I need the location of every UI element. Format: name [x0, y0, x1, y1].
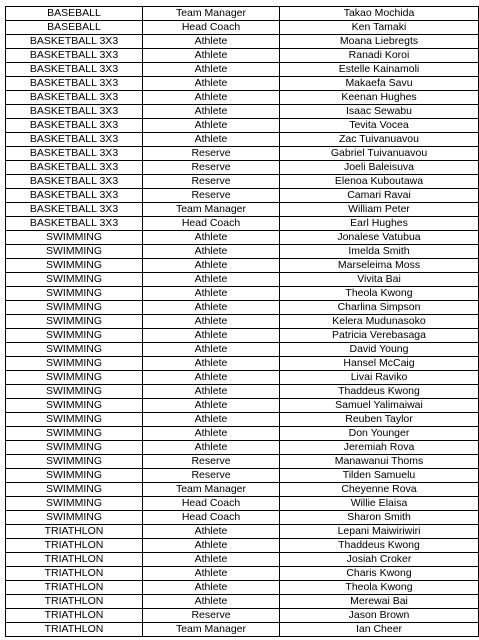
name-cell: David Young	[280, 343, 479, 357]
sport-cell: TRIATHLON	[6, 581, 143, 595]
sport-cell: SWIMMING	[6, 315, 143, 329]
sport-cell: SWIMMING	[6, 371, 143, 385]
sport-cell: SWIMMING	[6, 469, 143, 483]
name-cell: Livai Raviko	[280, 371, 479, 385]
table-row	[6, 119, 479, 133]
name-cell: Moana Liebregts	[280, 35, 479, 49]
name-cell: Theola Kwong	[280, 581, 479, 595]
role-cell: Head Coach	[143, 217, 280, 231]
sport-cell: BASKETBALL 3X3	[6, 161, 143, 175]
name-cell: Reuben Taylor	[280, 413, 479, 427]
table-row	[6, 595, 479, 609]
sport-cell: TRIATHLON	[6, 567, 143, 581]
sport-cell: BASKETBALL 3X3	[6, 91, 143, 105]
table-row	[6, 371, 479, 385]
sport-cell: SWIMMING	[6, 511, 143, 525]
role-cell: Athlete	[143, 301, 280, 315]
name-cell: Sharon Smith	[280, 511, 479, 525]
role-cell: Athlete	[143, 231, 280, 245]
table-row	[6, 287, 479, 301]
name-cell: Marseleima Moss	[280, 259, 479, 273]
table-row	[6, 525, 479, 539]
name-cell: Jonalese Vatubua	[280, 231, 479, 245]
role-cell: Athlete	[143, 581, 280, 595]
table-row	[6, 469, 479, 483]
table-row	[6, 35, 479, 49]
table-row	[6, 21, 479, 35]
name-cell: Jason Brown	[280, 609, 479, 623]
table-row	[6, 553, 479, 567]
name-cell: Ken Tamaki	[280, 21, 479, 35]
role-cell: Athlete	[143, 399, 280, 413]
role-cell: Athlete	[143, 315, 280, 329]
table-row	[6, 357, 479, 371]
role-cell: Athlete	[143, 119, 280, 133]
name-cell: Jeremiah Rova	[280, 441, 479, 455]
role-cell: Reserve	[143, 189, 280, 203]
name-cell: Earl Hughes	[280, 217, 479, 231]
name-cell: Zac Tuivanuavou	[280, 133, 479, 147]
role-cell: Athlete	[143, 259, 280, 273]
sport-cell: SWIMMING	[6, 413, 143, 427]
role-cell: Head Coach	[143, 497, 280, 511]
sport-cell: BASEBALL	[6, 21, 143, 35]
roster-table	[5, 6, 479, 637]
sport-cell: SWIMMING	[6, 273, 143, 287]
sport-cell: BASKETBALL 3X3	[6, 147, 143, 161]
table-row	[6, 273, 479, 287]
table-row	[6, 343, 479, 357]
sport-cell: SWIMMING	[6, 427, 143, 441]
sport-cell: BASKETBALL 3X3	[6, 133, 143, 147]
sport-cell: SWIMMING	[6, 399, 143, 413]
role-cell: Athlete	[143, 357, 280, 371]
sport-cell: SWIMMING	[6, 231, 143, 245]
name-cell: Merewai Bai	[280, 595, 479, 609]
sport-cell: SWIMMING	[6, 497, 143, 511]
role-cell: Athlete	[143, 539, 280, 553]
table-row	[6, 49, 479, 63]
name-cell: Imelda Smith	[280, 245, 479, 259]
table-row	[6, 581, 479, 595]
sport-cell: BASEBALL	[6, 7, 143, 21]
role-cell: Athlete	[143, 553, 280, 567]
role-cell: Athlete	[143, 49, 280, 63]
sport-cell: TRIATHLON	[6, 595, 143, 609]
table-row	[6, 231, 479, 245]
role-cell: Reserve	[143, 455, 280, 469]
name-cell: Isaac Sewabu	[280, 105, 479, 119]
sport-cell: SWIMMING	[6, 287, 143, 301]
role-cell: Athlete	[143, 133, 280, 147]
role-cell: Reserve	[143, 469, 280, 483]
table-row	[6, 511, 479, 525]
role-cell: Athlete	[143, 273, 280, 287]
table-row	[6, 161, 479, 175]
name-cell: Takao Mochida	[280, 7, 479, 21]
table-row	[6, 455, 479, 469]
sport-cell: TRIATHLON	[6, 609, 143, 623]
sport-cell: BASKETBALL 3X3	[6, 217, 143, 231]
sport-cell: BASKETBALL 3X3	[6, 49, 143, 63]
name-cell: Makaefa Savu	[280, 77, 479, 91]
name-cell: Kelera Mudunasoko	[280, 315, 479, 329]
name-cell: Lepani Maiwiriwiri	[280, 525, 479, 539]
name-cell: Ian Cheer	[280, 623, 479, 637]
sport-cell: SWIMMING	[6, 483, 143, 497]
name-cell: William Peter	[280, 203, 479, 217]
table-row	[6, 77, 479, 91]
table-row	[6, 623, 479, 637]
sport-cell: BASKETBALL 3X3	[6, 63, 143, 77]
name-cell: Thaddeus Kwong	[280, 539, 479, 553]
table-row	[6, 259, 479, 273]
sport-cell: SWIMMING	[6, 343, 143, 357]
sport-cell: BASKETBALL 3X3	[6, 189, 143, 203]
sport-cell: SWIMMING	[6, 259, 143, 273]
table-row	[6, 63, 479, 77]
table-row	[6, 399, 479, 413]
table-row	[6, 427, 479, 441]
table-row	[6, 105, 479, 119]
role-cell: Athlete	[143, 35, 280, 49]
table-row	[6, 609, 479, 623]
name-cell: Don Younger	[280, 427, 479, 441]
role-cell: Athlete	[143, 385, 280, 399]
table-row	[6, 413, 479, 427]
role-cell: Athlete	[143, 595, 280, 609]
name-cell: Cheyenne Rova	[280, 483, 479, 497]
name-cell: Samuel Yalimaiwai	[280, 399, 479, 413]
sport-cell: SWIMMING	[6, 329, 143, 343]
name-cell: Manawanui Thoms	[280, 455, 479, 469]
role-cell: Athlete	[143, 329, 280, 343]
table-row	[6, 539, 479, 553]
roster-table-body	[6, 7, 479, 637]
sport-cell: TRIATHLON	[6, 623, 143, 637]
sport-cell: SWIMMING	[6, 301, 143, 315]
table-row	[6, 217, 479, 231]
sport-cell: BASKETBALL 3X3	[6, 119, 143, 133]
sport-cell: SWIMMING	[6, 441, 143, 455]
sport-cell: SWIMMING	[6, 245, 143, 259]
role-cell: Athlete	[143, 77, 280, 91]
name-cell: Joeli Baleisuva	[280, 161, 479, 175]
role-cell: Athlete	[143, 371, 280, 385]
role-cell: Athlete	[143, 91, 280, 105]
name-cell: Tilden Samuelu	[280, 469, 479, 483]
name-cell: Thaddeus Kwong	[280, 385, 479, 399]
sport-cell: BASKETBALL 3X3	[6, 35, 143, 49]
table-row	[6, 203, 479, 217]
role-cell: Reserve	[143, 147, 280, 161]
table-row	[6, 441, 479, 455]
table-row	[6, 245, 479, 259]
role-cell: Reserve	[143, 175, 280, 189]
role-cell: Team Manager	[143, 203, 280, 217]
sport-cell: BASKETBALL 3X3	[6, 203, 143, 217]
table-row	[6, 385, 479, 399]
table-row	[6, 133, 479, 147]
name-cell: Keenan Hughes	[280, 91, 479, 105]
sport-cell: SWIMMING	[6, 455, 143, 469]
sport-cell: BASKETBALL 3X3	[6, 105, 143, 119]
table-row	[6, 315, 479, 329]
name-cell: Camari Ravai	[280, 189, 479, 203]
sport-cell: BASKETBALL 3X3	[6, 77, 143, 91]
role-cell: Reserve	[143, 609, 280, 623]
role-cell: Athlete	[143, 343, 280, 357]
role-cell: Athlete	[143, 413, 280, 427]
name-cell: Patricia Verebasaga	[280, 329, 479, 343]
name-cell: Gabriel Tuivanuavou	[280, 147, 479, 161]
sport-cell: SWIMMING	[6, 385, 143, 399]
role-cell: Athlete	[143, 245, 280, 259]
role-cell: Head Coach	[143, 21, 280, 35]
sport-cell: TRIATHLON	[6, 525, 143, 539]
name-cell: Willie Elaisa	[280, 497, 479, 511]
name-cell: Elenoa Kuboutawa	[280, 175, 479, 189]
role-cell: Athlete	[143, 63, 280, 77]
role-cell: Athlete	[143, 525, 280, 539]
name-cell: Josiah Croker	[280, 553, 479, 567]
table-row	[6, 175, 479, 189]
role-cell: Team Manager	[143, 7, 280, 21]
name-cell: Charlina Simpson	[280, 301, 479, 315]
name-cell: Hansel McCaig	[280, 357, 479, 371]
table-row	[6, 329, 479, 343]
name-cell: Tevita Vocea	[280, 119, 479, 133]
sport-cell: TRIATHLON	[6, 539, 143, 553]
role-cell: Athlete	[143, 105, 280, 119]
role-cell: Team Manager	[143, 623, 280, 637]
table-row	[6, 567, 479, 581]
role-cell: Athlete	[143, 287, 280, 301]
sport-cell: BASKETBALL 3X3	[6, 175, 143, 189]
table-row	[6, 483, 479, 497]
role-cell: Athlete	[143, 567, 280, 581]
table-row	[6, 91, 479, 105]
role-cell: Team Manager	[143, 483, 280, 497]
name-cell: Charis Kwong	[280, 567, 479, 581]
table-row	[6, 189, 479, 203]
role-cell: Reserve	[143, 161, 280, 175]
table-row	[6, 301, 479, 315]
role-cell: Head Coach	[143, 511, 280, 525]
table-row	[6, 497, 479, 511]
sport-cell: SWIMMING	[6, 357, 143, 371]
role-cell: Athlete	[143, 441, 280, 455]
table-row	[6, 7, 479, 21]
name-cell: Estelle Kainamoli	[280, 63, 479, 77]
table-row	[6, 147, 479, 161]
name-cell: Theola Kwong	[280, 287, 479, 301]
sport-cell: TRIATHLON	[6, 553, 143, 567]
name-cell: Ranadi Koroi	[280, 49, 479, 63]
role-cell: Athlete	[143, 427, 280, 441]
name-cell: Vivita Bai	[280, 273, 479, 287]
